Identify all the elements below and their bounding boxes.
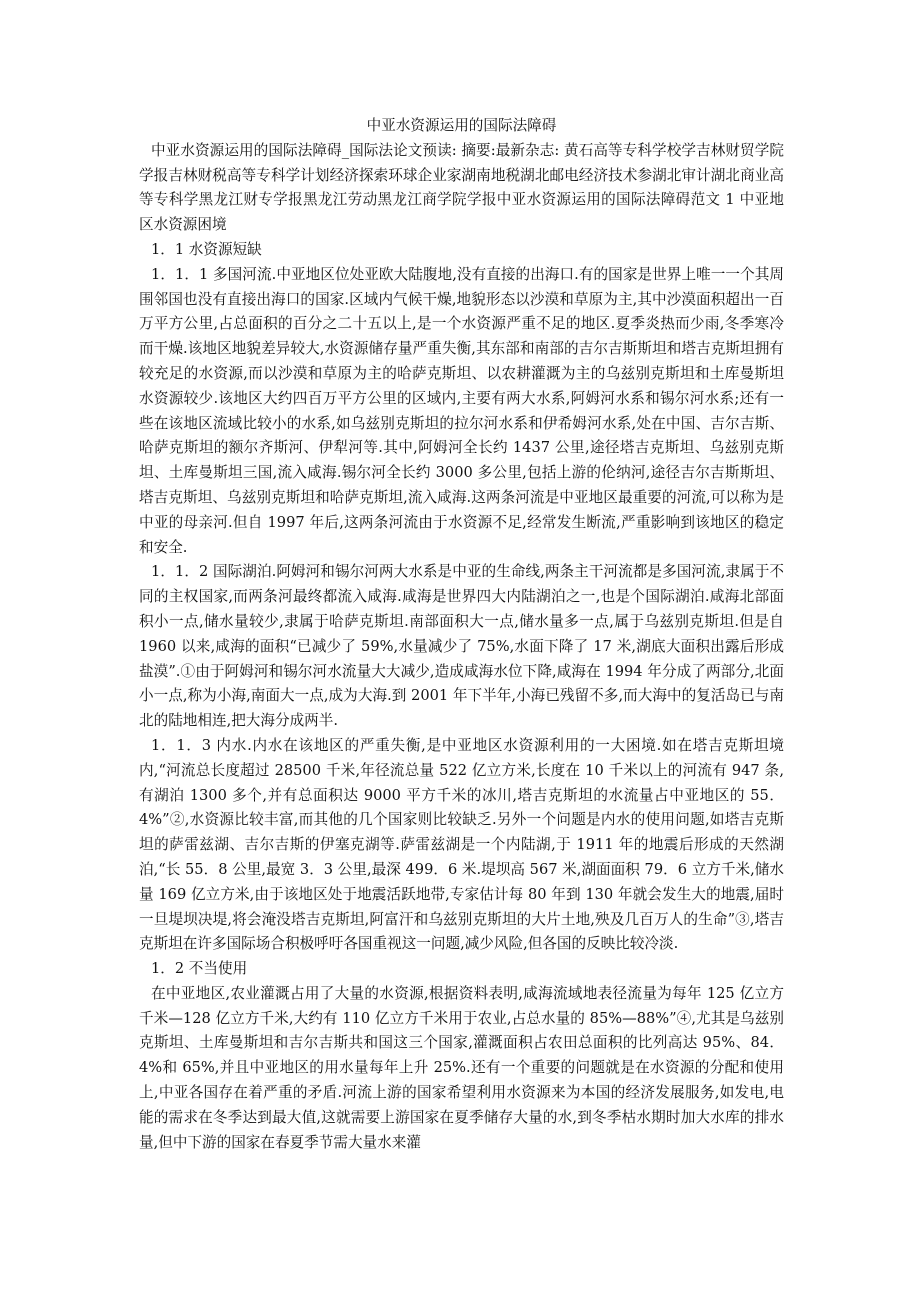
document-title: 中亚水资源运用的国际法障碍	[366, 117, 557, 134]
body-paragraph-1-1-2: 1．1．2 国际湖泊.阿姆河和锡尔河两大水系是中亚的生命线,两条主干河流都是多国河流,隶属于不同的主权国家,而两条河最终都流入咸海.咸海是世界四大内陆湖泊之一,也是个国际湖泊.咸海北部面积小一点,储水量较少,隶属于哈萨克斯坦.南部面积大一点,储水量多一点,属于乌兹别克斯坦.但是自 1960 以来,咸海的面积“已减少了 59%,水量减少了 75%,水面下降了 17 米,湖底大面积出露后形成盐漠”.①由于阿姆河和锡尔河水流量大大减少,造成咸海水位下降,咸海在 1994 年分成了两部分,北面小一点,称为小海,南面大一点,成为大海.到 2001 年下半年,小海已残留不多,而大海中的复活岛已与南北的陆地相连,把大海分成两半.	[139, 563, 784, 730]
document-body	[139, 114, 784, 1155]
intro-paragraph: 中亚水资源运用的国际法障碍_国际法论文预读: 摘要:最新杂志: 黄石高等专科学校学吉林财贸学院学报吉林财税高等专科学计划经济探索环球企业家湖南地税湖北邮电经济技术参湖北审计湖北商业高等专科学黑龙江财专学报黑龙江劳动黑龙江商学院学报中亚水资源运用的国际法障碍范文 1 中亚地区水资源困境	[139, 141, 784, 234]
section-heading-1-1: 1．1 水资源短缺	[151, 240, 262, 258]
body-paragraph-1-1-3: 1．1．3 内水.内水在该地区的严重失衡,是中亚地区水资源利用的一大困境.如在塔吉克斯坦境内,“河流总长度超过 28500 千米,年径流总量 522 亿立方米,长度在 10 千米以上的河流有 947 条,有湖泊 1300 多个,并有总面积达 9000 平方千米的冰川,塔吉克斯坦的水流量占中亚地区的 55．4%”②,水资源比较丰富,而其他的几个国家则比较缺乏.另外一个问题是内水的使用问题,如塔吉克斯坦的萨雷兹湖、吉尔吉斯的伊塞克湖等.萨雷兹湖是一个内陆湖,于 1911 年的地震后形成的天然湖泊,“长 55．8 公里,最宽 3．3 公里,最深 499．6 米.堤坝高 567 米,湖面面积 79．6 立方千米,储水量 169 亿立方米,由于该地区处于地震活跃地带,专家估计每 80 年到 130 年就会发生大的地震,届时一旦堤坝决堤,将会淹没塔吉克斯坦,阿富汗和乌兹别克斯坦的大片土地,殃及几百万人的生命”③,塔吉克斯坦在许多国际场合积极呼吁各国重视这一问题,减少风险,但各国的反映比较冷淡.	[139, 736, 784, 953]
body-paragraph-1-1-1: 1．1．1 多国河流.中亚地区位处亚欧大陆腹地,没有直接的出海口.有的国家是世界上唯一一个其周围邻国也没有直接出海口的国家.区域内气候干燥,地貌形态以沙漠和草原为主,其中沙漠面积超出一百万平方公里,占总面积的百分之二十五以上,是一个水资源严重不足的地区.夏季炎热而少雨,冬季寒冷而干燥.该地区地貌差异较大,水资源储存量严重失衡,其东部和南部的吉尔吉斯斯坦和塔吉克斯坦拥有较充足的水资源,而以沙漠和草原为主的哈萨克斯坦、以农耕灌溉为主的乌兹别克斯坦和土库曼斯坦水资源较少.该地区大约四百万平方公里的区域内,主要有两大水系,阿姆河水系和锡尔河水系;还有一些在该地区流域比较小的水系,如乌兹别克斯坦的拉尔河水系和伊希姆河水系,处在中国、吉尔吉斯、哈萨克斯坦的额尔齐斯河、伊犁河等.其中,阿姆河全长约 1437 公里,途径塔吉克斯坦、乌兹别克斯坦、土库曼斯坦三国,流入咸海.锡尔河全长约 3000 多公里,包括上游的伦纳河,途径吉尔吉斯斯坦、塔吉克斯坦、乌兹别克斯坦和哈萨克斯坦,流入咸海.这两条河流是中亚地区最重要的河流,可以称为是中亚的母亲河.但自 1997 年后,这两条河流由于水资源不足,经常发生断流,严重影响到该地区的稳定和安全.	[139, 265, 784, 556]
section-heading-1-2: 1．2 不当使用	[151, 960, 248, 978]
body-paragraph-1-2: 在中亚地区,农业灌溉占用了大量的水资源,根据资料表明,咸海流域地表径流量为每年 125 亿立方千米—128 亿立方千米,大约有 110 亿立方千米用于农业,占总水量的 85%—88%”④,尤其是乌兹别克斯坦、土库曼斯坦和吉尔吉斯共和国这三个国家,灌溉面积占农田总面积的比列高达 95%、84．4%和 65%,并且中亚地区的用水量每年上升 25%.还有一个重要的问题就是在水资源的分配和使用上,中亚各国存在着严重的矛盾.河流上游的国家希望利用水资源来为本国的经济发展服务,如发电,电能的需求在冬季达到最大值,这就需要上游国家在夏季储存大量的水,到冬季枯水期时加大水库的排水量,但中下游的国家在春夏季节需大量水来灌	[139, 984, 784, 1151]
